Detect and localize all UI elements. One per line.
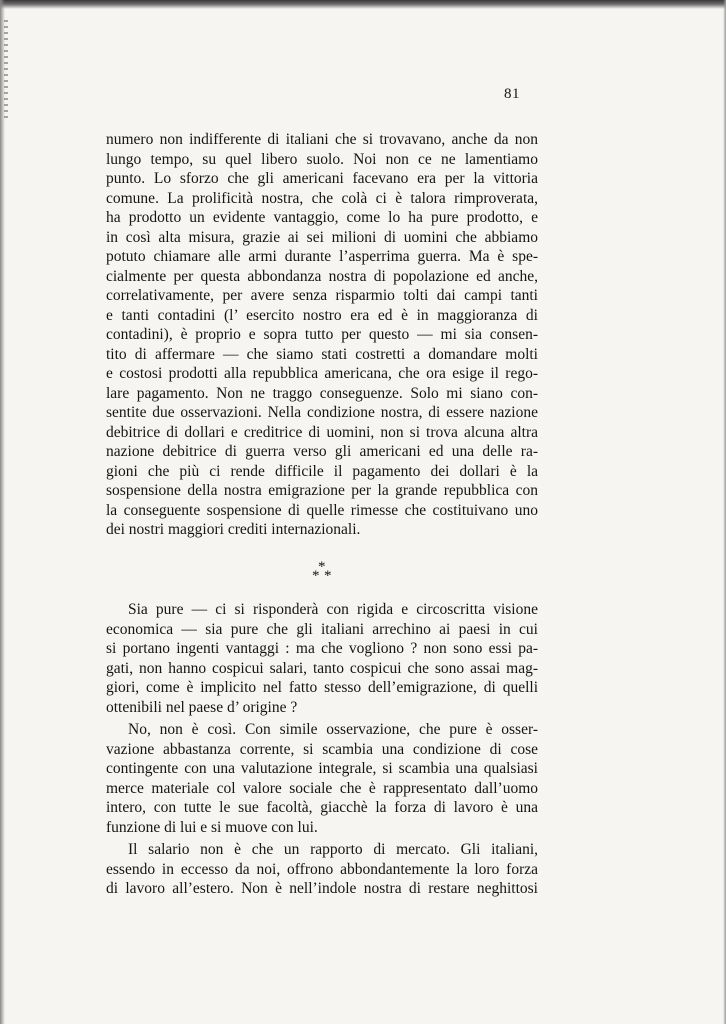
text-line: numero non indifferente di italiani che si trovavano, anche da non (106, 131, 538, 148)
text-line: ha prodotto un evidente vantaggio, come lo ha pure prodotto, e (106, 209, 538, 226)
text-line: cialmente per questa abbondanza nostra di popolazione ed anche, (106, 267, 538, 285)
section-separator (310, 560, 340, 586)
text-line: punto. Lo sforzo che gli americani facevano era per la vittoria (106, 170, 538, 187)
text-line: Sia pure — ci si risponderà con rigida e circoscritta visione (128, 601, 538, 618)
scan-top-edge (0, 0, 726, 9)
text-line: potuto chiamare alle armi durante l’asperrima guerra. Ma è spe- (106, 248, 538, 265)
text-line: nazione debitrice di guerra verso gli americani ed una delle ra- (106, 443, 538, 460)
text-line: No, non è così. Con simile osservazione, che pure è osser- (128, 721, 538, 738)
text-line: dei nostri maggiori crediti internazionali. (106, 521, 361, 538)
text-line: gioni che più ci rende difficile il pagamento dei dollari è la (106, 462, 538, 480)
text-line: di lavoro all’estero. Non è nell’indole nostra di restare neghittosi (106, 880, 538, 897)
text-line: e costosi prodotti alla repubblica americana, che ora esige il rego- (106, 365, 538, 382)
paragraph (106, 600, 538, 717)
text-line: comune. La prolificità nostra, che colà ci è talora rimproverata, (106, 189, 538, 207)
scan-left-edge (0, 0, 5, 1024)
text-line: ottenibili nel paese d’ origine ? (106, 698, 298, 716)
text-line: e tanti contadini (l’ esercito nostro era ed è in maggioranza di (106, 306, 538, 324)
text-line: intero, con tutte le sue facoltà, giacchè la forza di lavoro è una (106, 799, 538, 816)
text-line: contadini), è proprio e sopra tutto per questo — mi sia consen- (106, 326, 538, 343)
asterisk-left: * (312, 568, 320, 584)
paragraph (106, 840, 538, 899)
text-line: contingente con una valutazione integrale, si scambia una qualsiasi (106, 760, 538, 777)
text-line: lare pagamento. Non ne traggo conseguenze. Solo mi siano con- (106, 384, 538, 402)
text-line: merce materiale col valore sociale che è rappresentato dall’uomo (106, 779, 538, 797)
text-line: giori, come è implicito nel fatto stesso dell’emigrazione, di quelli (106, 679, 538, 696)
page-number: 81 (504, 86, 520, 102)
text-line: debitrice di dollari e creditrice di uomini, non si trova alcuna altra (106, 423, 538, 441)
text-line: si portano ingenti vantaggi : ma che vogliono ? non sono essi pa- (106, 640, 538, 657)
text-line: gati, non hanno cospicui salari, tanto cospicui che sono assai mag- (106, 659, 538, 677)
text-line: vazione abbastanza corrente, si scambia una condizione di cose (106, 740, 538, 758)
text-line: la conseguente sospensione di quelle rimesse che costituivano uno (106, 501, 538, 519)
text-line: Il salario non è che un rapporto di mercato. Gli italiani, (128, 841, 538, 858)
text-line: tito di affermare — che siamo stati costretti a domandare molti (106, 345, 538, 363)
paragraph-continuation (106, 130, 538, 540)
text-line: in così alta misura, grazie ai sei milioni di uomini che abbiamo (106, 228, 538, 246)
asterisk-top: * (318, 559, 326, 575)
text-line: essendo in eccesso da noi, offrono abbondantemente la loro forza (106, 860, 538, 878)
text-line: funzione di lui e si muove con lui. (106, 818, 318, 836)
asterisk-right: * (324, 568, 332, 584)
scan-left-specks (4, 20, 8, 120)
text-line: correlativamente, per avere senza risparmio tolti dai campi tanti (106, 287, 538, 304)
text-line: sentite due osservazioni. Nella condizione nostra, di essere nazione (106, 404, 538, 421)
text-line: lungo tempo, su quel libero suolo. Noi non ce ne lamentiamo (106, 150, 538, 168)
text-line: economica — sia pure che gli italiani arrechino ai paesi in cui (106, 620, 538, 638)
paragraph (106, 720, 538, 837)
text-line: sospensione della nostra emigrazione per la grande repubblica con (106, 482, 538, 499)
